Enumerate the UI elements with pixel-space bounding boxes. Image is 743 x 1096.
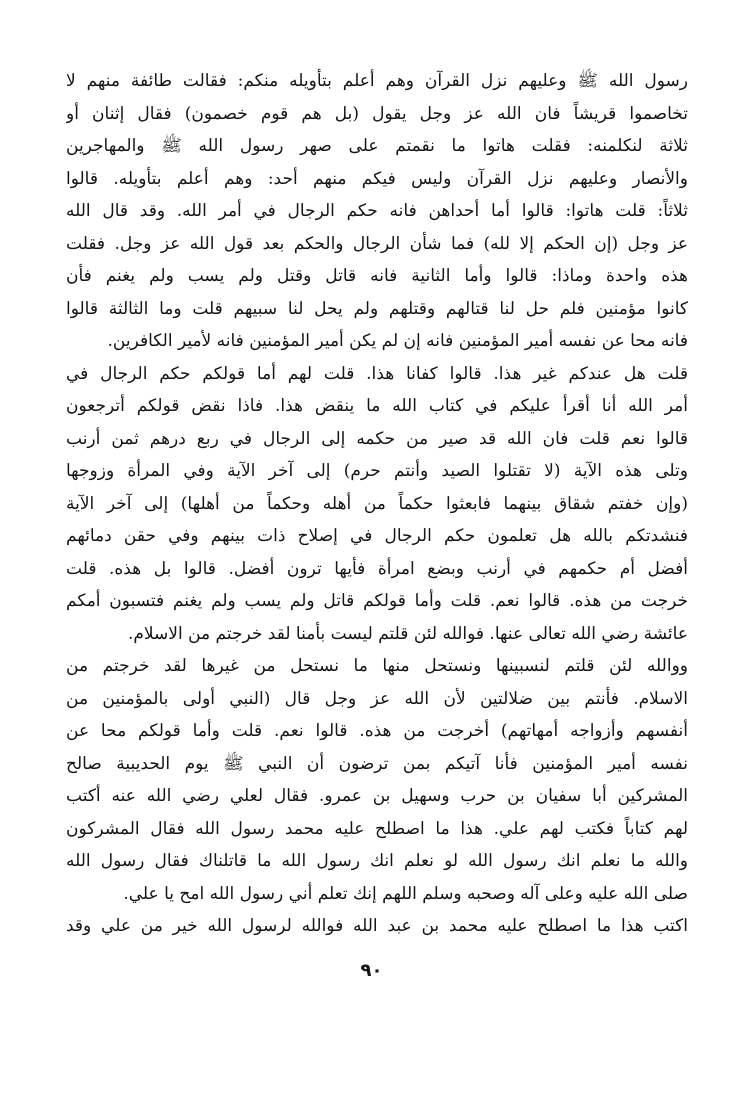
text-line: والله ما نعلم انك رسول الله لو نعلم انك رسول الله ما قاتلناك فقال رسول الله — [66, 851, 688, 871]
text-line: المشركين أبا سفيان بن حرب وسهيل بن عمرو. فقال لعلي رضي الله عنه أكتب — [66, 786, 688, 806]
text-line: قالوا نعم قلت فان الله قد صير من حكمه إلى الرجال في ربع درهم ثمن أرنب — [66, 428, 688, 449]
text-line: ثلاثة لنكلمنه: فقلت هاتوا ما نقمتم على صهر رسول الله ﷺ والمهاجرين — [66, 136, 688, 156]
text-line: والأنصار وعليهم نزل القرآن وليس فيكم منهم أحد: وهم أعلم بتأويله. قالوا — [66, 168, 688, 189]
text-line: صلى الله عليه وعلى آله وصحبه وسلم اللهم إنك تعلم أني رسول الله امح يا علي. — [123, 883, 688, 904]
text-line: وتلى هذه الآية (لا تقتلوا الصيد وأنتم حرم) إلى آخر الآية وفي المرأة وزوجها — [66, 461, 688, 481]
text-line: ووالله لئن قلتم لنسبينها ونستحل منها ما نستحل من غيرها لقد خرجتم من — [66, 656, 688, 676]
text-line: تخاصموا قريشاً فان الله عز وجل يقول (بل هم قوم خصمون) فقال إثنان أو — [66, 103, 688, 124]
text-line: هذه واحدة وماذا: قالوا وأما الثانية فانه قاتل وقتل ولم يسب ولم يغنم فأن — [66, 266, 688, 286]
text-line: اكتب هذا ما اصطلح عليه محمد بن عبد الله فوالله لرسول الله خير من علي وقد — [66, 916, 688, 936]
text-line: قلت هل عندكم غير هذا. قالوا كفانا هذا. قلت لهم أما قولكم حكم الرجال في — [66, 363, 688, 384]
text-line: فنشدتكم بالله هل تعلمون حكم الرجال في إصلاح ذات بينهم وفي حقن دمائهم — [66, 526, 688, 546]
text-line: عز وجل (إن الحكم إلا لله) فما شأن الرجال والحكم بعد قول الله عز وجل. فقلت — [66, 233, 688, 254]
text-line: رسول الله ﷺ وعليهم نزل القرآن وهم أعلم بتأويله منكم: فقالت طائفة منهم لا — [66, 71, 688, 91]
text-line: أمر الله أنا أقرأ عليكم في كتاب الله ما ينقض هذا. فاذا نقض قولكم أترجعون — [66, 396, 688, 416]
text-line: أنفسهم وأزواجه أمهاتهم) أخرجت من هذه. قالوا نعم. قلت وأما قولكم محا عن — [66, 721, 688, 741]
text-line: ثلاثاً: قلت هاتوا: قالوا أما أحداهن فانه حكم الرجال في أمر الله. وقد قال الله — [66, 201, 688, 221]
text-line: عائشة رضي الله تعالى عنها. فوالله لئن قلتم ليست بأمنا لقد خرجتم من الاسلام. — [127, 623, 688, 644]
page-number: ٩٠ — [360, 960, 383, 981]
text-line: نفسه أمير المؤمنين فأنا آتيكم بمن ترضون أن النبي ﷺ يوم الحديبية صالح — [66, 753, 688, 774]
body-text — [66, 65, 688, 943]
text-line: (وإن خفتم شقاق بينهما فابعثوا حكماً من أهله وحكماً من أهلها) إلى آخر الآية — [66, 493, 688, 514]
text-line: الاسلام. فأنتم بين ضلالتين لأن الله عز وجل قال (النبي أولى بالمؤمنين من — [66, 688, 688, 709]
text-line: فانه محا عن نفسه أمير المؤمنين فانه إن لم يكن أمير المؤمنين فانه لأمير الكافرين. — [107, 331, 688, 351]
text-line: خرجت من هذه. قالوا نعم. قلت وأما قولكم قاتل ولم يسب ولم يغنم فتسبون أمكم — [66, 591, 688, 611]
text-line: أفضل أم حكمهم في أرنب وبضع امرأة فأيها ترون أفضل. قالوا بل هذه. قلت — [66, 558, 688, 579]
text-line: لهم كتاباً فكتب لهم علي. هذا ما اصطلح عليه محمد رسول الله فقال المشركون — [66, 818, 688, 839]
text-line: كانوا مؤمنين فلم حل لنا قتالهم وقتلهم ولم يحل لنا سبيهم قلت وما الثالثة قالوا — [66, 298, 688, 319]
